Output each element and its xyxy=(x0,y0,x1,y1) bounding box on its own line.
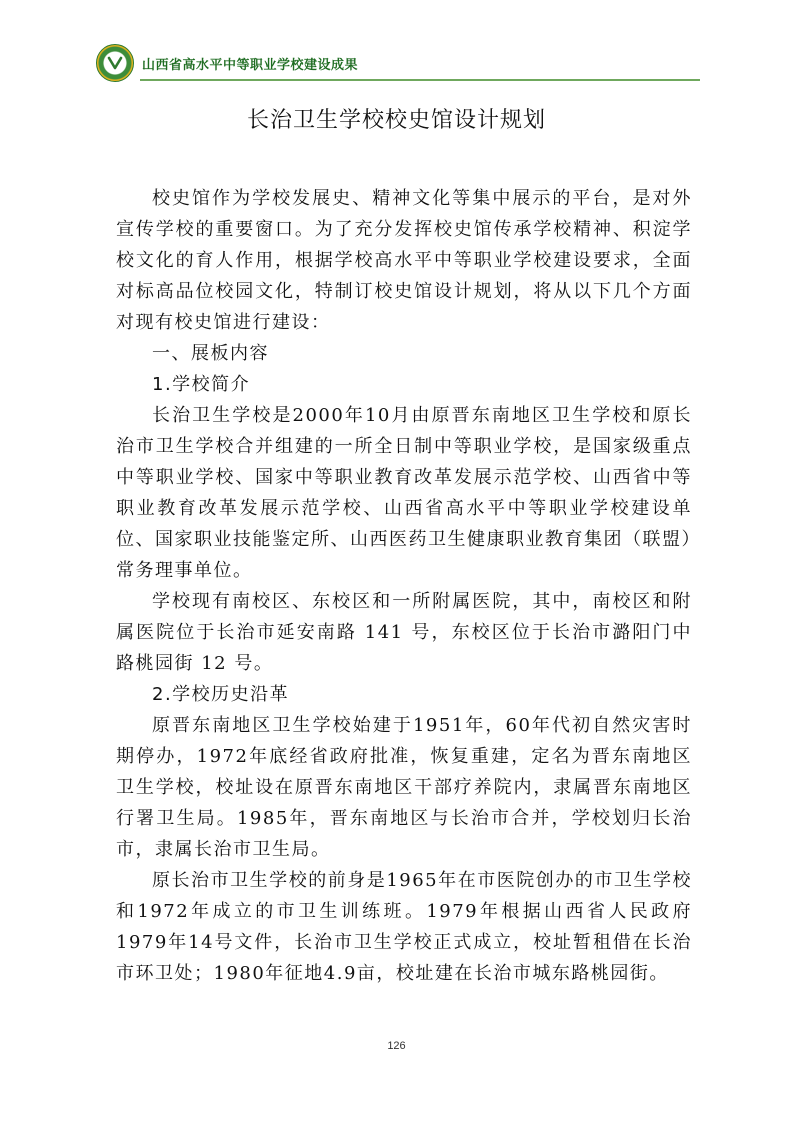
document-title: 长治卫生学校校史馆设计规划 xyxy=(246,108,546,133)
document-body xyxy=(116,183,692,989)
header-divider xyxy=(140,79,700,81)
school-emblem-icon xyxy=(96,44,134,82)
page-number: 126 xyxy=(387,1040,406,1052)
subheading-school-profile: 1.学校简介 xyxy=(152,374,251,395)
paragraph-history-jindongnan: 原晋东南地区卫生学校始建于1951年，60年代初自然灾害时期停办，1972年底经省政府批准，恢复重建，定名为晋东南地区卫生学校，校址设在原晋东南地区干部疗养院内，隶属晋东南地区行署卫生局。1985年，晋东南地区与长治市合并，学校划归长治市，隶属长治市卫生局。 xyxy=(116,715,692,860)
section-heading-display-boards: 一、展板内容 xyxy=(152,343,269,364)
header-title: 山西省高水平中等职业学校建设成果 xyxy=(142,57,359,73)
paragraph-intro: 校史馆作为学校发展史、精神文化等集中展示的平台，是对外宣传学校的重要窗口。为了充分发挥校史馆传承学校精神、积淀学校文化的育人作用，根据学校高水平中等职业学校建设要求，全面对标高品位校园文化，特制订校史馆设计规划，将从以下几个方面对现有校史馆进行建设： xyxy=(116,188,692,333)
paragraph-school-profile: 长治卫生学校是2000年10月由原晋东南地区卫生学校和原长治市卫生学校合并组建的一所全日制中等职业学校，是国家级重点中等职业学校、国家中等职业教育改革发展示范学校、山西省中等职业教育改革发展示范学校、山西省高水平中等职业学校建设单位、国家职业技能鉴定所、山西医药卫生健康职业教育集团（联盟）常务理事单位。 xyxy=(116,405,692,581)
subheading-school-history: 2.学校历史沿革 xyxy=(152,684,290,705)
paragraph-history-changzhi: 原长治市卫生学校的前身是1965年在市医院创办的市卫生学校和1972年成立的市卫生训练班。1979年根据山西省人民政府1979年14号文件，长治市卫生学校正式成立，校址暂租借在长治市环卫处；1980年征地4.9亩，校址建在长治市城东路桃园街。 xyxy=(116,870,692,984)
paragraph-campuses: 学校现有南校区、东校区和一所附属医院，其中，南校区和附属医院位于长治市延安南路 141 号，东校区位于长治市潞阳门中路桃园街 12 号。 xyxy=(116,591,692,674)
